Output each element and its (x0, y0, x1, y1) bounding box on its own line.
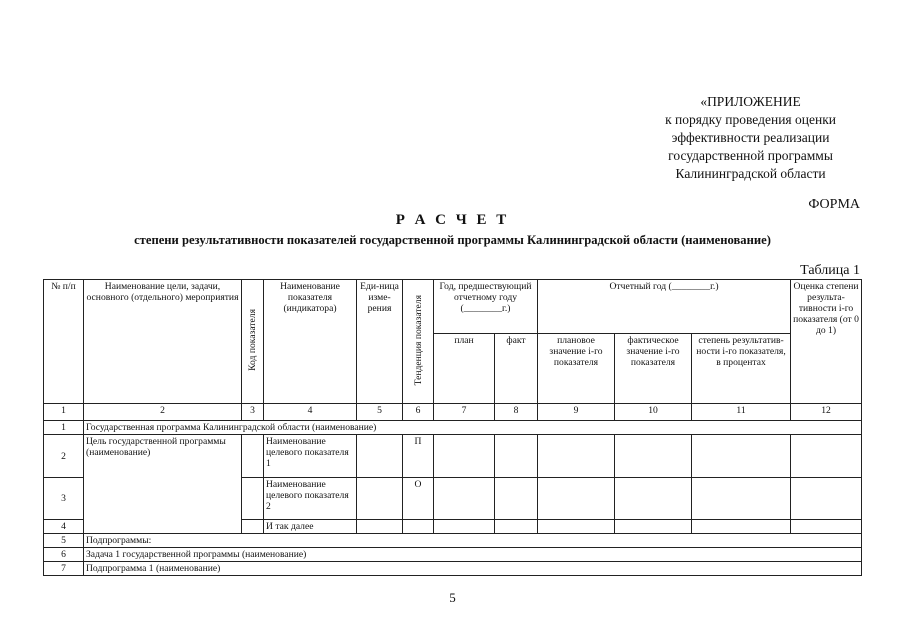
appendix-block (665, 93, 836, 183)
empty-cell (615, 520, 692, 534)
column-number: 11 (692, 404, 791, 421)
code-cell (242, 520, 264, 534)
column-number: 6 (403, 404, 434, 421)
header-prev-year: Год, предшествующий отчетному году (________г.) (434, 280, 538, 334)
row-number: 5 (44, 534, 84, 548)
empty-cell (495, 478, 538, 520)
trend-cell: П (403, 435, 434, 478)
column-number: 7 (434, 404, 495, 421)
row-number: 4 (44, 520, 84, 534)
column-number: 5 (357, 404, 403, 421)
column-number: 2 (84, 404, 242, 421)
trend-cell (403, 520, 434, 534)
empty-cell (538, 478, 615, 520)
header-code-text: Код показателя (247, 309, 258, 371)
table-row (44, 435, 862, 478)
column-number: 8 (495, 404, 538, 421)
column-number: 12 (791, 404, 862, 421)
row-number: 1 (44, 421, 84, 435)
document-title: Р А С Ч Е Т (395, 212, 510, 228)
header-num: № п/п (44, 280, 84, 404)
column-number: 1 (44, 404, 84, 421)
appendix-line: «ПРИЛОЖЕНИЕ (700, 94, 801, 109)
row-number: 2 (44, 435, 84, 478)
empty-cell (538, 435, 615, 478)
empty-cell (615, 478, 692, 520)
empty-cell (692, 478, 791, 520)
unit-cell (357, 520, 403, 534)
program-name: Государственная программа Калининградской области (наименование) (84, 421, 862, 435)
empty-cell (692, 435, 791, 478)
empty-cell (538, 520, 615, 534)
table-row (44, 421, 862, 435)
empty-cell (495, 435, 538, 478)
header-trend-text: Тенденция показателя (412, 294, 424, 386)
column-number: 10 (615, 404, 692, 421)
page-number: 5 (449, 590, 456, 605)
column-number: 4 (264, 404, 357, 421)
appendix-line: государственной программы (668, 148, 833, 163)
table-row (44, 548, 862, 562)
header-row (44, 280, 862, 334)
header-planned-value: плановое значение i-го показателя (538, 334, 615, 404)
indicator-name: И так далее (264, 520, 357, 534)
code-cell (242, 478, 264, 520)
empty-cell (791, 520, 862, 534)
appendix-line: к порядку проведения оценки (665, 112, 836, 127)
table-row (44, 534, 862, 548)
program-goal: Цель государственной программы (наименование) (84, 435, 242, 534)
indicator-name: Наименование целевого показателя 2 (264, 478, 357, 520)
table-label: Таблица 1 (800, 263, 860, 278)
unit-cell (357, 435, 403, 478)
row-number: 7 (44, 562, 84, 576)
header-degree: степень результатив-ности i-го показателя, в процентах (692, 334, 791, 404)
header-report-year: Отчетный год (________г.) (538, 280, 791, 334)
header-rating: Оценка степени результа-тивности i-го показателя (от 0 до 1) (791, 280, 862, 404)
header-code (242, 280, 264, 404)
column-number: 9 (538, 404, 615, 421)
header-trend (403, 280, 434, 404)
empty-cell (791, 435, 862, 478)
appendix-line: эффективности реализации (671, 130, 830, 145)
calculation-table (43, 279, 862, 576)
row-number: 6 (44, 548, 84, 562)
empty-cell (434, 520, 495, 534)
column-number: 3 (242, 404, 264, 421)
empty-cell (434, 435, 495, 478)
appendix-line: Калининградской области (675, 166, 826, 181)
empty-cell (615, 435, 692, 478)
task-name: Задача 1 государственной программы (наименование) (84, 548, 862, 562)
code-cell (242, 435, 264, 478)
empty-cell (692, 520, 791, 534)
trend-cell: О (403, 478, 434, 520)
row-number: 3 (44, 478, 84, 520)
empty-cell (791, 478, 862, 520)
header-fact: факт (495, 334, 538, 404)
unit-cell (357, 478, 403, 520)
table-row (44, 562, 862, 576)
subprogram-name: Подпрограмма 1 (наименование) (84, 562, 862, 576)
document-subtitle: степени результативности показателей государственной программы Калининградской области (наименование) (134, 233, 771, 247)
subprograms-label: Подпрограммы: (84, 534, 862, 548)
header-plan: план (434, 334, 495, 404)
header-indicator: Наименование показателя (индикатора) (264, 280, 357, 404)
header-goal: Наименование цели, задачи, основного (отдельного) мероприятия (84, 280, 242, 404)
form-label: ФОРМА (808, 197, 860, 212)
header-unit: Еди-ница изме-рения (357, 280, 403, 404)
column-number-row (44, 404, 862, 421)
empty-cell (495, 520, 538, 534)
indicator-name: Наименование целевого показателя 1 (264, 435, 357, 478)
header-actual-value: фактическое значение i-го показателя (615, 334, 692, 404)
empty-cell (434, 478, 495, 520)
